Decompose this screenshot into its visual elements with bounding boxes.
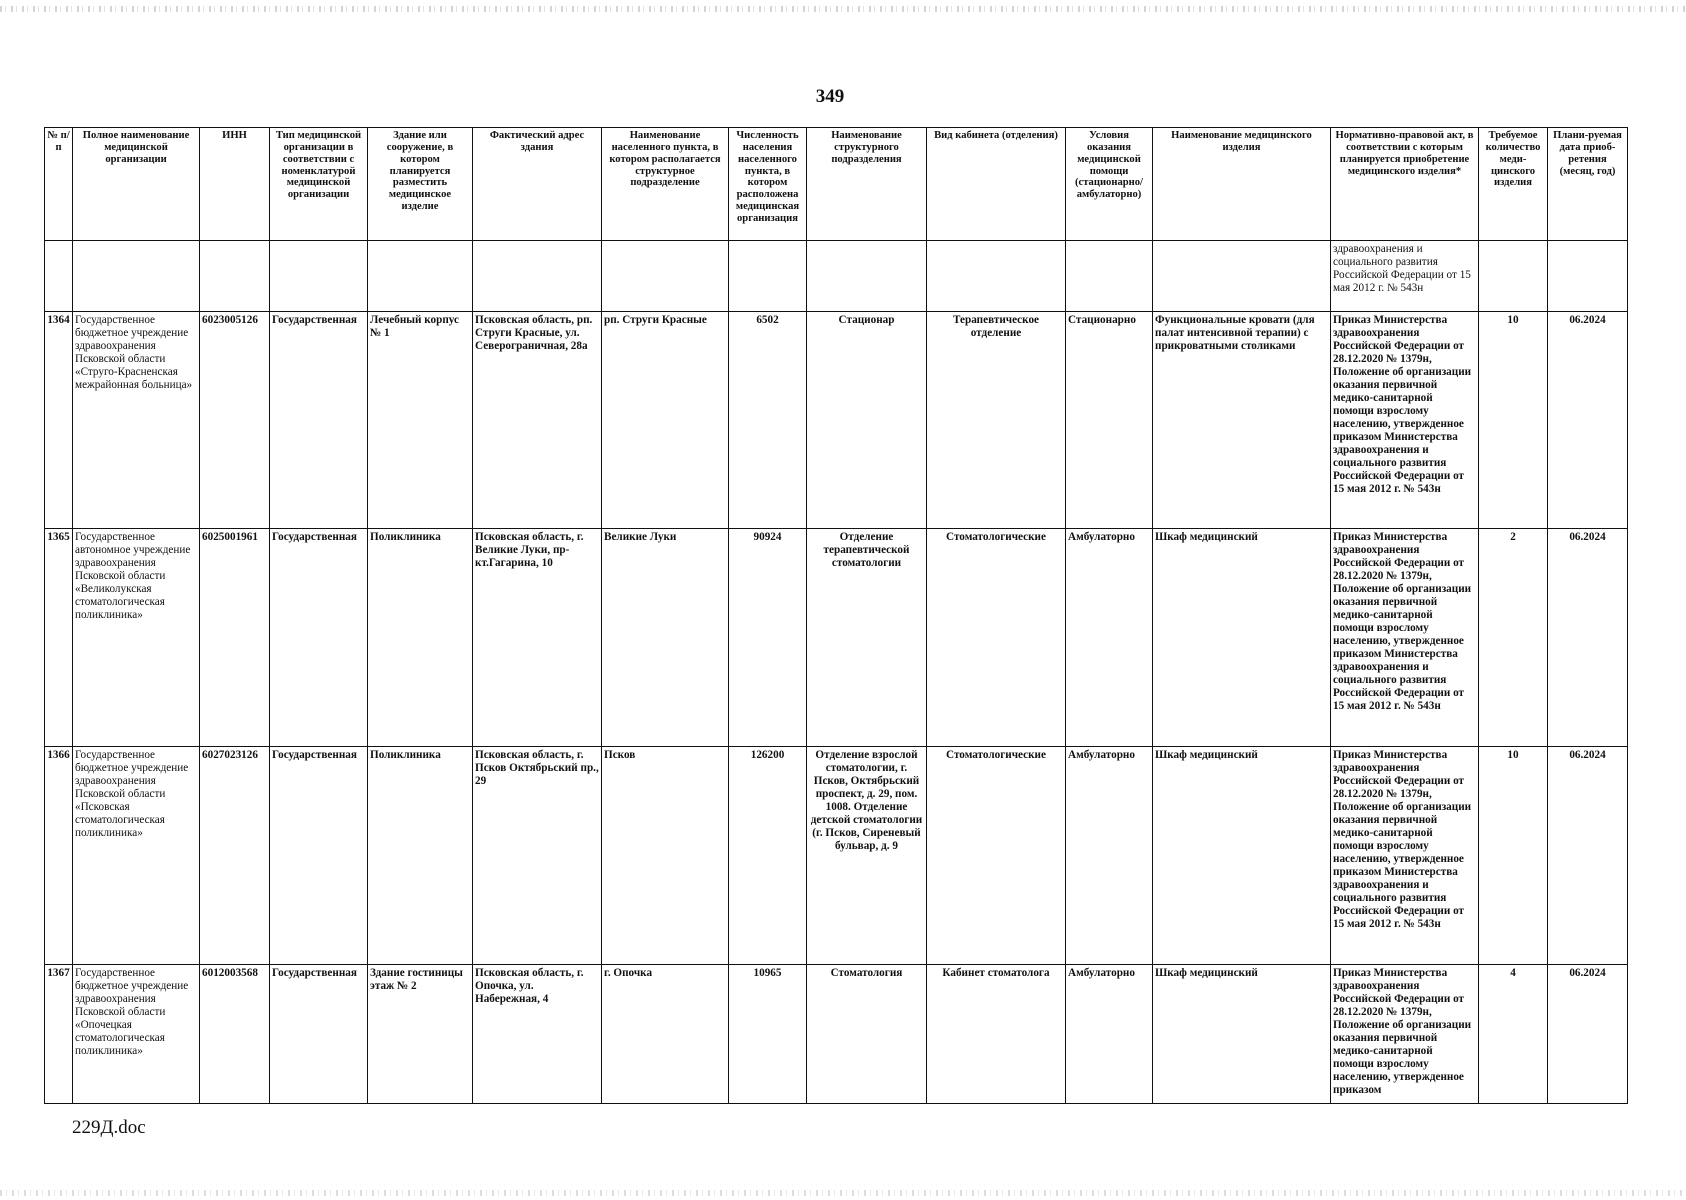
table-row bbox=[45, 965, 1628, 1104]
cell-org-type: Государственная bbox=[270, 529, 368, 747]
header-planned-date: Плани-руемая дата приоб-ретения (месяц, год) bbox=[1548, 128, 1628, 241]
cell-org-name: Государственное бюджетное учреждение здравоохранения Псковской области «Струго-Красненская межрайонная больница» bbox=[73, 312, 200, 529]
cell-empty bbox=[1479, 241, 1548, 312]
cell-locality: Великие Луки bbox=[602, 529, 729, 747]
cell-legal-act: Приказ Министерства здравоохранения Российской Федерации от 28.12.2020 № 1379н, Положение об организации оказания первичной медико-санитарной помощи взрослому населению, утвержденное приказом Министерства здравоохранения и социального развития Российской Федерации от 15 мая 2012 г. № 543н bbox=[1331, 312, 1479, 529]
header-population: Численность населения населенного пункта, в котором расположена медицинская организация bbox=[729, 128, 807, 241]
scan-edge-bottom bbox=[0, 1190, 1686, 1196]
header-conditions: Условия оказания медицинской помощи (стационарно/ амбулаторно) bbox=[1066, 128, 1153, 241]
table-header-row bbox=[45, 128, 1628, 241]
cell-empty bbox=[200, 241, 270, 312]
cell-unit: Стоматология bbox=[807, 965, 927, 1104]
cell-org-name: Государственное бюджетное учреждение здравоохранения Псковской области «Опочецкая стоматологическая поликлиника» bbox=[73, 965, 200, 1104]
header-building: Здание или сооружение, в котором планируется разместить медицинское изделие bbox=[368, 128, 473, 241]
cell-conditions: Стационарно bbox=[1066, 312, 1153, 529]
cell-conditions: Амбулаторно bbox=[1066, 747, 1153, 965]
cell-empty bbox=[45, 241, 73, 312]
cell-org-type: Государственная bbox=[270, 965, 368, 1104]
cell-empty bbox=[927, 241, 1066, 312]
cell-inn: 6025001961 bbox=[200, 529, 270, 747]
cell-planned-date: 06.2024 bbox=[1548, 965, 1628, 1104]
table-row bbox=[45, 529, 1628, 747]
cell-locality: г. Опочка bbox=[602, 965, 729, 1104]
document-filename: 229Д.doc bbox=[72, 1117, 146, 1138]
cell-unit: Стационар bbox=[807, 312, 927, 529]
cell-building: Здание гостиницы этаж № 2 bbox=[368, 965, 473, 1104]
cell-building: Лечебный корпус № 1 bbox=[368, 312, 473, 529]
cell-empty bbox=[807, 241, 927, 312]
table-row bbox=[45, 747, 1628, 965]
header-device: Наименование медицинского изделия bbox=[1153, 128, 1331, 241]
cell-address: Псковская область, г. Псков Октябрьский пр., 29 bbox=[473, 747, 602, 965]
cell-empty bbox=[270, 241, 368, 312]
cell-unit: Отделение взрослой стоматологии, г. Псков, Октябрьский проспект, д. 29, пом. 1008. Отделение детской стоматологии (г. Псков, Сиреневый бульвар, д. 9 bbox=[807, 747, 927, 965]
header-locality: Наименование населенного пункта, в котором располагается структурное подразделение bbox=[602, 128, 729, 241]
cell-conditions: Амбулаторно bbox=[1066, 965, 1153, 1104]
cell-number: 1367 bbox=[45, 965, 73, 1104]
cell-conditions: Амбулаторно bbox=[1066, 529, 1153, 747]
cell-building: Поликлиника bbox=[368, 529, 473, 747]
cell-inn: 6012003568 bbox=[200, 965, 270, 1104]
cell-empty bbox=[1153, 241, 1331, 312]
cell-empty bbox=[73, 241, 200, 312]
header-cabinet: Вид кабинета (отделения) bbox=[927, 128, 1066, 241]
header-unit: Наименование структурного подразделения bbox=[807, 128, 927, 241]
cell-population: 126200 bbox=[729, 747, 807, 965]
cell-address: Псковская область, г. Великие Луки, пр-кт.Гагарина, 10 bbox=[473, 529, 602, 747]
header-org-name: Полное наименование медицинской организации bbox=[73, 128, 200, 241]
cell-org-type: Государственная bbox=[270, 747, 368, 965]
cell-population: 90924 bbox=[729, 529, 807, 747]
scan-edge-top bbox=[0, 6, 1686, 12]
cell-number: 1364 bbox=[45, 312, 73, 529]
header-inn: ИНН bbox=[200, 128, 270, 241]
cell-cabinet: Стоматологические bbox=[927, 529, 1066, 747]
cell-inn: 6023005126 bbox=[200, 312, 270, 529]
cell-device: Функциональные кровати (для палат интенсивной терапии) с прикроватными столиками bbox=[1153, 312, 1331, 529]
cell-empty bbox=[729, 241, 807, 312]
cell-quantity: 10 bbox=[1479, 312, 1548, 529]
cell-empty bbox=[602, 241, 729, 312]
cell-legal-act: Приказ Министерства здравоохранения Российской Федерации от 28.12.2020 № 1379н, Положение об организации оказания первичной медико-санитарной помощи взрослому населению, утвержденное приказом Министерства здравоохранения и социального развития Российской Федерации от 15 мая 2012 г. № 543н bbox=[1331, 529, 1479, 747]
cell-quantity: 10 bbox=[1479, 747, 1548, 965]
cell-empty bbox=[1548, 241, 1628, 312]
cell-empty bbox=[1066, 241, 1153, 312]
cell-cabinet: Стоматологические bbox=[927, 747, 1066, 965]
cell-device: Шкаф медицинский bbox=[1153, 529, 1331, 747]
header-quantity: Требуемое количество меди-цинского изделия bbox=[1479, 128, 1548, 241]
header-org-type: Тип медицинской организации в соответствии с номенклатурой медицинской организации bbox=[270, 128, 368, 241]
cell-org-type: Государственная bbox=[270, 312, 368, 529]
cell-building: Поликлиника bbox=[368, 747, 473, 965]
cell-legal-act: здравоохранения и социального развития Российской Федерации от 15 мая 2012 г. № 543н bbox=[1331, 241, 1479, 312]
cell-quantity: 2 bbox=[1479, 529, 1548, 747]
cell-unit: Отделение терапевтической стоматологии bbox=[807, 529, 927, 747]
cell-legal-act: Приказ Министерства здравоохранения Российской Федерации от 28.12.2020 № 1379н, Положение об организации оказания первичной медико-санитарной помощи взрослому населению, утвержденное приказом Министерства здравоохранения и социального развития Российской Федерации от 15 мая 2012 г. № 543н bbox=[1331, 747, 1479, 965]
table-row-continuation bbox=[45, 241, 1628, 312]
cell-empty bbox=[473, 241, 602, 312]
cell-planned-date: 06.2024 bbox=[1548, 747, 1628, 965]
cell-inn: 6027023126 bbox=[200, 747, 270, 965]
cell-legal-act: Приказ Министерства здравоохранения Российской Федерации от 28.12.2020 № 1379н, Положение об организации оказания первичной медико-санитарной помощи взрослому населению, утвержденное приказом bbox=[1331, 965, 1479, 1104]
cell-device: Шкаф медицинский bbox=[1153, 965, 1331, 1104]
equipment-registry-table bbox=[44, 127, 1628, 1104]
cell-cabinet: Терапевтическое отделение bbox=[927, 312, 1066, 529]
cell-org-name: Государственное автономное учреждение здравоохранения Псковской области «Великолукская стоматологическая поликлиника» bbox=[73, 529, 200, 747]
cell-population: 10965 bbox=[729, 965, 807, 1104]
cell-quantity: 4 bbox=[1479, 965, 1548, 1104]
header-address: Фактический адрес здания bbox=[473, 128, 602, 241]
cell-locality: Псков bbox=[602, 747, 729, 965]
cell-address: Псковская область, г. Опочка, ул. Набережная, 4 bbox=[473, 965, 602, 1104]
cell-address: Псковская область, рп. Струги Красные, ул. Северограничная, 28а bbox=[473, 312, 602, 529]
cell-cabinet: Кабинет стоматолога bbox=[927, 965, 1066, 1104]
cell-device: Шкаф медицинский bbox=[1153, 747, 1331, 965]
cell-number: 1366 bbox=[45, 747, 73, 965]
cell-empty bbox=[368, 241, 473, 312]
cell-locality: рп. Струги Красные bbox=[602, 312, 729, 529]
cell-planned-date: 06.2024 bbox=[1548, 529, 1628, 747]
page-number: 349 bbox=[815, 86, 845, 107]
cell-planned-date: 06.2024 bbox=[1548, 312, 1628, 529]
header-legal-act: Нормативно-правовой акт, в соответствии с которым планируется приобретение медицинского изделия* bbox=[1331, 128, 1479, 241]
cell-org-name: Государственное бюджетное учреждение здравоохранения Псковской области «Псковская стоматологическая поликлиника» bbox=[73, 747, 200, 965]
header-number: № п/п bbox=[45, 128, 73, 241]
cell-number: 1365 bbox=[45, 529, 73, 747]
cell-population: 6502 bbox=[729, 312, 807, 529]
table-row bbox=[45, 312, 1628, 529]
